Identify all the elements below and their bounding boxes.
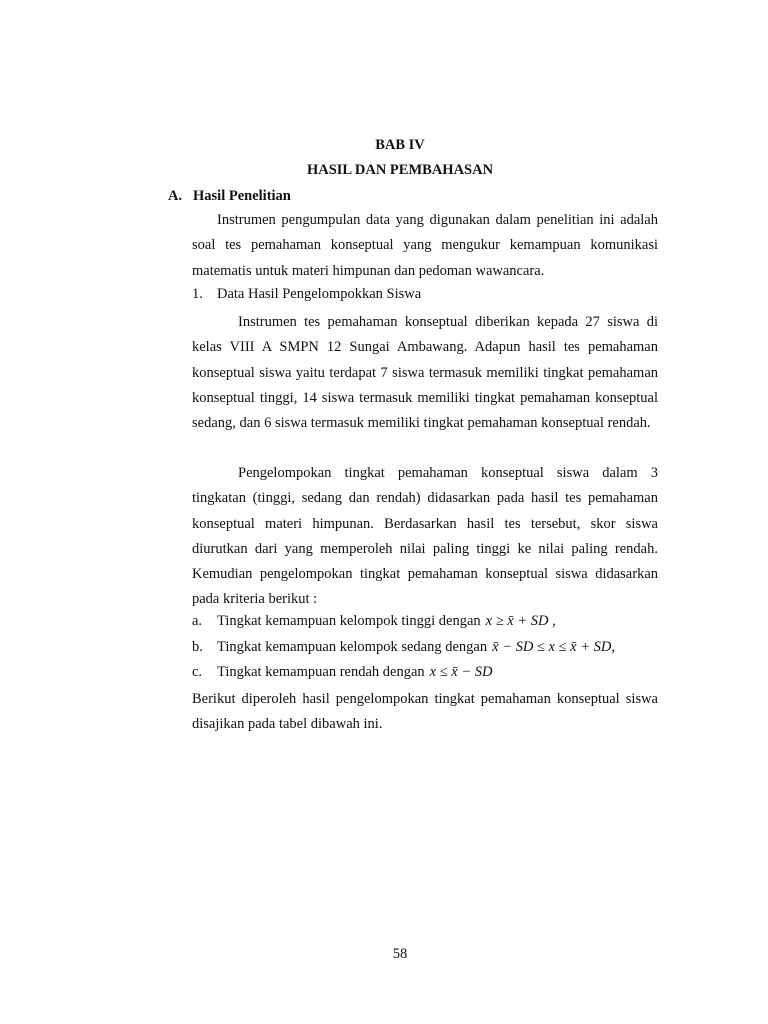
- subsection-title: Data Hasil Pengelompokkan Siswa: [217, 286, 422, 302]
- criteria-letter: a.: [192, 613, 203, 629]
- page-number: 58: [392, 946, 408, 962]
- section-letter: A.: [168, 188, 183, 204]
- criteria-formula: x ≥ x̄ + SD ,: [485, 613, 556, 629]
- chapter-title: HASIL DAN PEMBAHASAN: [306, 162, 494, 178]
- criteria-letter: b.: [192, 639, 203, 655]
- criteria-text: Tingkat kemampuan kelompok tinggi dengan: [217, 613, 481, 629]
- criteria-formula: x̄ − SD ≤ x ≤ x̄ + SD,: [492, 639, 615, 655]
- paragraph-intro: Instrumen pengumpulan data yang digunakan dalam penelitian ini adalah soal tes pemahaman konseptual yang mengukur kemampuan komunikasi matematis untuk materi himpunan dan pedoman wawancara.: [192, 212, 658, 279]
- criteria-text: Tingkat kemampuan kelompok sedang dengan: [217, 639, 488, 655]
- criteria-letter: c.: [192, 664, 203, 680]
- criteria-item: [192, 664, 493, 681]
- criteria-item: [192, 613, 556, 630]
- chapter-heading: BAB IV: [375, 137, 425, 153]
- paragraph-table-intro: Berikut diperoleh hasil pengelompokan tingkat pemahaman konseptual siswa disajikan pada tabel dibawah ini.: [192, 691, 658, 733]
- criteria-formula: x ≤ x̄ − SD: [429, 664, 493, 680]
- criteria-text: Tingkat kemampuan rendah dengan: [217, 664, 425, 680]
- paragraph-grouping: Pengelompokan tingkat pemahaman konseptual siswa dalam 3 tingkatan (tinggi, sedang dan rendah) didasarkan pada hasil tes pemahaman konseptual materi himpunan. Berdasarkan hasil tes tersebut, skor siswa diurutkan dari yang memperoleh nilai paling tinggi ke nilai paling rendah. Kemudian pengelompokan tingkat pemahaman konseptual siswa didasarkan pada kriteria berikut :: [192, 465, 658, 608]
- paragraph-test-results: Instrumen tes pemahaman konseptual diberikan kepada 27 siswa di kelas VIII A SMPN 12 Sungai Ambawang. Adapun hasil tes pemahaman konseptual siswa yaitu terdapat 7 siswa termasuk memiliki tingkat pemahaman konseptual tinggi, 14 siswa termasuk memiliki tingkat pemahaman konseptual sedang, dan 6 siswa termasuk memiliki tingkat pemahaman konseptual rendah.: [192, 314, 658, 432]
- section-title: Hasil Penelitian: [193, 188, 291, 204]
- criteria-item: [192, 639, 615, 656]
- subsection-number: 1.: [192, 286, 203, 302]
- section-heading: [168, 188, 291, 205]
- subsection-heading: [192, 286, 421, 303]
